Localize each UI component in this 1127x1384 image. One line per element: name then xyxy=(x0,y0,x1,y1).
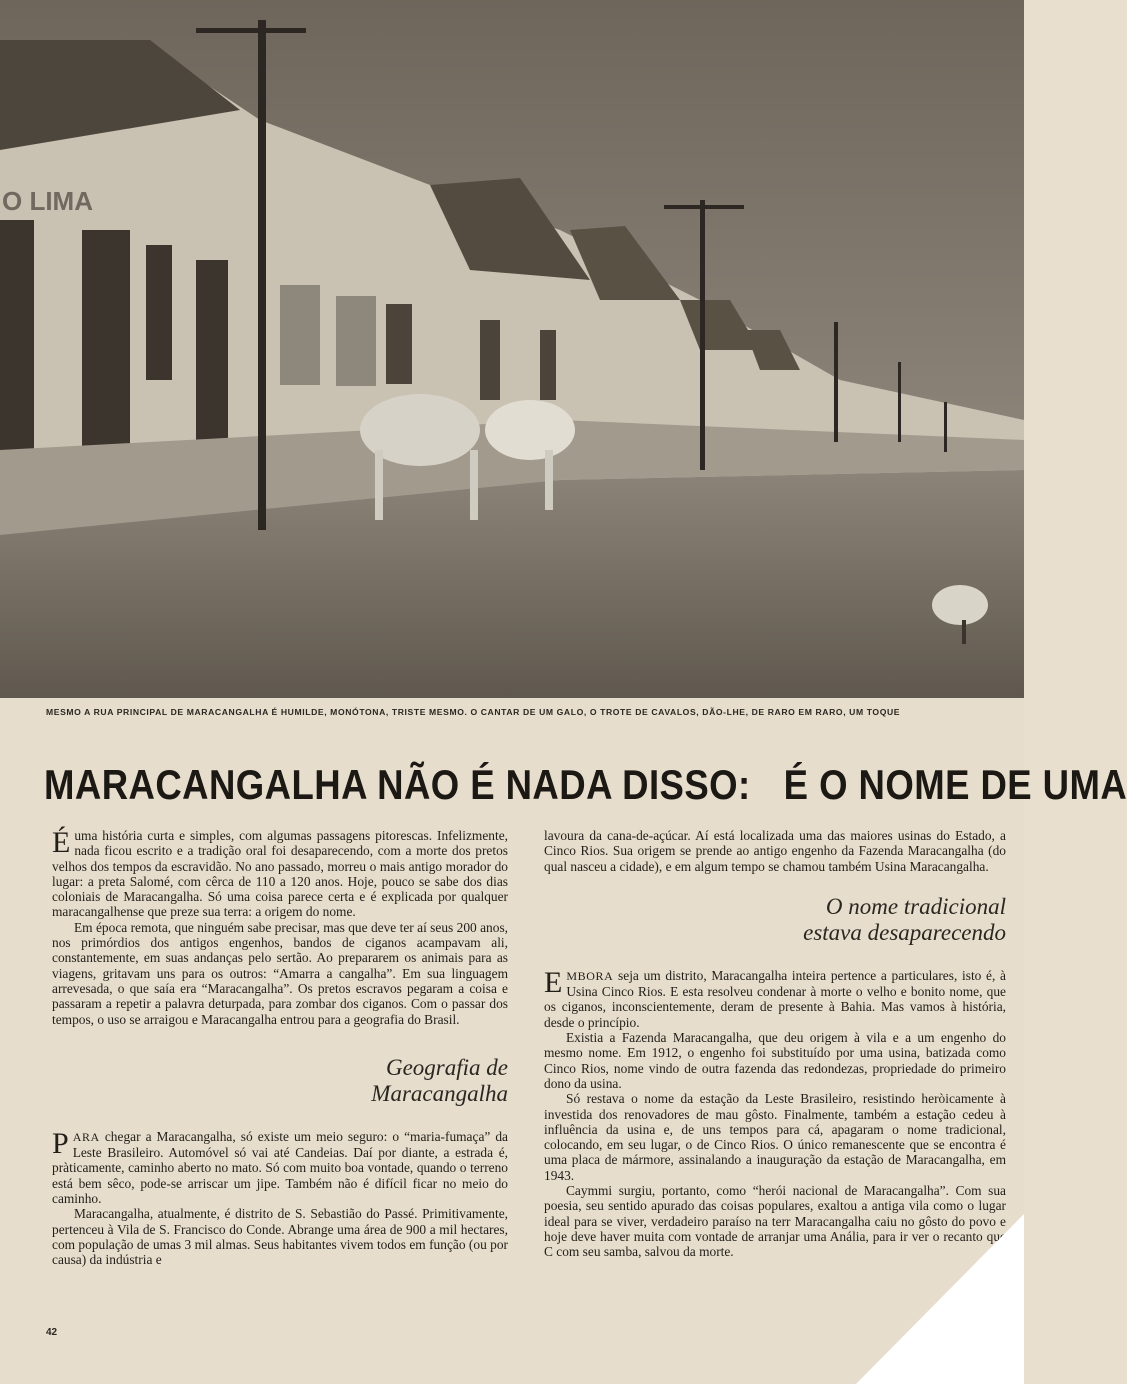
dropcap: E xyxy=(544,965,563,999)
paragraph: lavoura da cana-de-açúcar. Aí está localizada uma das maiores usinas do Estado, a Cinco Rios. Sua origem se prende ao antigo engenho da Fazenda Maracangalha (do qual nasceu a cidade), e em algum tempo se chamou também Usina Maracangalha. xyxy=(544,828,1006,874)
folded-corner xyxy=(856,1214,1024,1384)
paragraph: Só restava o nome da estação da Leste Brasileiro, resistindo heròicamente à investida dos renovadores de mau gôsto. Finalmente, também a estação cedeu à influência da usina e, de uns tempos para cá, apagaram o nome tradicional, colocando, em seu lugar, o de Cinco Rios. O único remanescente que se encontra é uma placa de mármore, assinalando a inauguração da estação de Maracangalha, em 1943. xyxy=(544,1091,1006,1183)
paragraph: É uma história curta e simples, com algumas passagens pitorescas. Infelizmente, nada ficou escrito e a tradição oral foi desaparecendo, com a morte dos pretos velhos dos tempos da escravidão. No ano passado, morreu o mais antigo morador do lugar: a preta Salomé, com cêrca de 110 a 120 anos. Hoje, pouco se sabe dos dias coloniais de Maracangalha. Só uma coisa parece certa e é explicada por qualquer maracangalhense que preze sua terra: a origem do nome. xyxy=(52,826,508,920)
paragraph: EMBORA seja um distrito, Maracangalha inteira pertence a particulares, isto é, à Usina Cinco Rios. E esta resolveu condenar à morte o velho e bonito nome, que os ciganos, inconscientemente, deram de presente à Bahia. Mas vamos à história, desde o princípio. xyxy=(544,965,1006,1030)
page-number: 42 xyxy=(46,1327,58,1338)
paragraph: Caymmi surgiu, portanto, como “herói nacional de Maracangalha”. Com sua poesia, seu sentido apurado das coisas populares, exaltou a antiga vila como o lugar ideal para se viver, verdadeiro paraíso na terr Maracangalha caiu no gôsto do povo e hoje deve haver muita com vontade de arranjar uma Anália, para ir ver o recanto que C com seu samba, salvou da morte. xyxy=(544,1183,1006,1260)
dropcap: P xyxy=(52,1126,69,1160)
section-subheading: O nome tradicional estava desaparecendo xyxy=(803,893,1006,945)
photo-caption: MESMO A RUA PRINCIPAL DE MARACANGALHA É HUMILDE, MONÓTONA, TRISTE MESMO. O CANTAR DE UM GALO, O TROTE DE CAVALOS, DÃO-LHE, DE RARO EM RARO, UM TOQUE xyxy=(46,707,901,717)
section-subheading: Geografia de Maracangalha xyxy=(371,1054,508,1106)
paragraph: Maracangalha, atualmente, é distrito de S. Sebastião do Passé. Primitivamente, pertenceu à Vila de S. Francisco do Conde. Abrange uma área de 900 a mil hectares, com população de umas 3 mil almas. Seus habitantes vivem todos em função (ou por causa) da indústria e xyxy=(52,1206,508,1268)
headline-part-2: É O NOME DE UMA xyxy=(783,761,1127,808)
paragraph: PARA chegar a Maracangalha, só existe um meio seguro: o “maria-fumaça” da Leste Brasileiro. Automóvel só vai até Candeias. Daí por diante, a estrada é, pràticamente, caminho aberto no mato. Só com muito boa vontade, quando o terreno está bem sêco, pode-se arriscar um jipe. Também não é difícil ficar no meio do caminho. xyxy=(52,1126,508,1207)
headline xyxy=(44,755,1127,815)
headline-part-1: MARACANGALHA NÃO É NADA DISSO: xyxy=(44,761,751,808)
dropcap: É xyxy=(52,826,71,859)
paragraph: Existia a Fazenda Maracangalha, que deu origem à vila e a um engenho do mesmo nome. Em 1912, o engenho foi substituído por uma usina, batizada como Cinco Rios, nome vindo de outra fazenda das redondezas, propriedade do primeiro dono da usina. xyxy=(544,1030,1006,1091)
street-photo xyxy=(0,0,1024,698)
store-sign: O LIMA xyxy=(2,186,93,216)
paragraph: Em época remota, que ninguém sabe precisar, mas que deve ter aí seus 200 anos, nos primórdios dos antigos engenhos, bandos de ciganos acampavam ali, constantemente, em suas andanças pelo sertão. Ao prepararem os animais para as viagens, gritavam uns para os outros: “Amarra a cangalha”. Em sua linguagem arrevesada, o que saía era “Maracangalha”. Os pretos escravos pegaram a coisa e passaram a repetir a palavra deturpada, para zombar dos ciganos. Com o passar dos tempos, o uso se arraigou e Maracangalha entrou para a geografia do Brasil. xyxy=(52,919,508,1027)
right-column xyxy=(544,828,1006,1260)
left-column xyxy=(52,828,508,1268)
